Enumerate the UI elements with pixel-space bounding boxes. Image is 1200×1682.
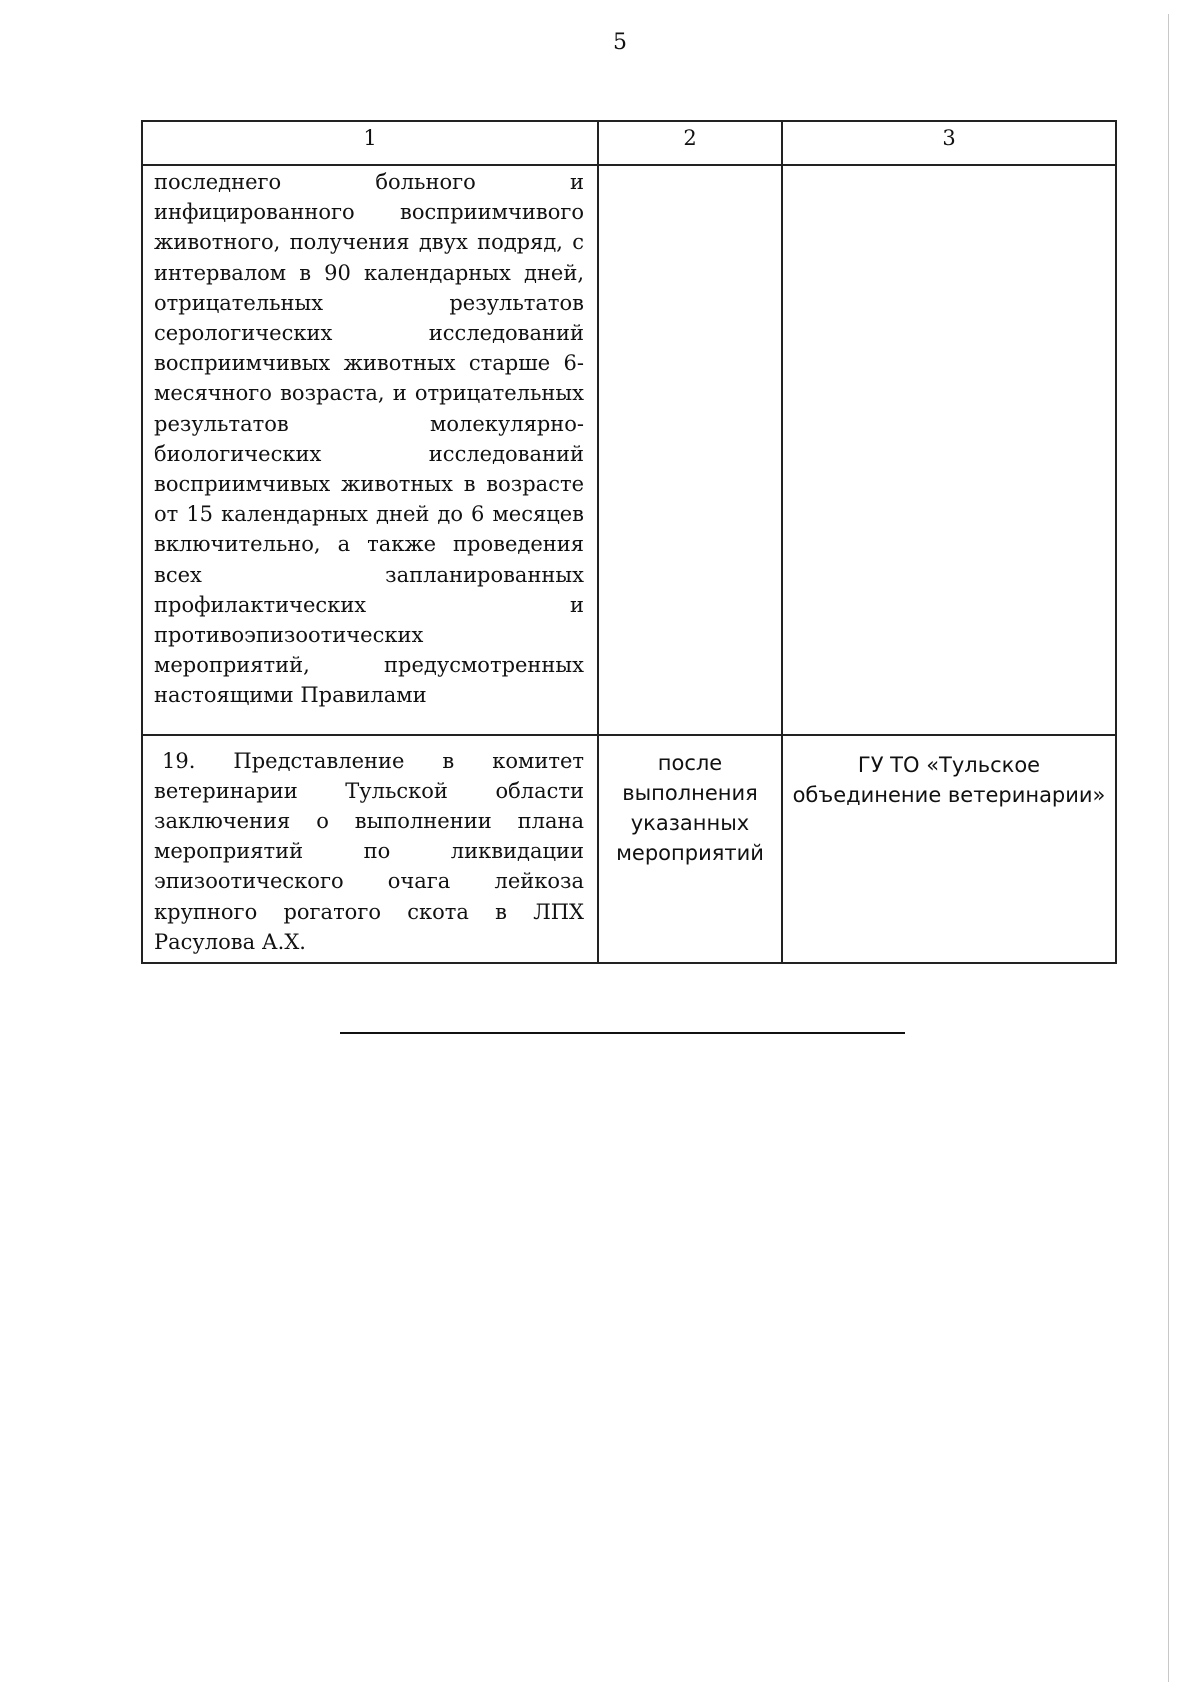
responsible-text: ГУ ТО «Тульское объединение ветеринарии» [792, 752, 1106, 807]
measure-text: последнего больного и инфицированного восприимчивого животного, получения двух подряд, с интервалом в 90 календарных дней, отрицательных результатов серологических исследований восприимчивых животных старше 6-месячного возраста, и отрицательных результатов молекулярно-биологических исследований восприимчивых животных в возрасте от 15 календарных дней до 6 месяцев включительно, а также проведения всех запланированных профилактических и противоэпизоотических мероприятий, предусмотренных настоящими Правилами [154, 170, 584, 708]
table-header-row [142, 121, 1116, 165]
end-of-document-rule [340, 1032, 905, 1034]
page-number: 5 [613, 30, 627, 55]
header-col-3: 3 [782, 121, 1116, 165]
table-cell-responsible [782, 735, 1116, 963]
header-col-1: 1 [142, 121, 598, 165]
deadline-text: после выполнения указанных мероприятий [616, 750, 764, 865]
header-col-2: 2 [598, 121, 782, 165]
table-cell-measure [142, 735, 598, 963]
measures-table [141, 120, 1117, 964]
table-row [142, 165, 1116, 735]
deadline-text [600, 167, 780, 169]
table-row [142, 735, 1116, 963]
table-cell-measure [142, 165, 598, 735]
responsible-text [784, 167, 1114, 169]
measure-text: 19. Представление в комитет ветеринарии Тульской области заключения о выполнении плана мероприятий по ликвидации эпизоотического очага лейкоза крупного рогатого скота в ЛПХ Расулова А.Х. [154, 748, 584, 954]
table-cell-responsible [782, 165, 1116, 735]
table-cell-deadline [598, 735, 782, 963]
page-edge-line [1168, 14, 1169, 1682]
table-cell-deadline [598, 165, 782, 735]
